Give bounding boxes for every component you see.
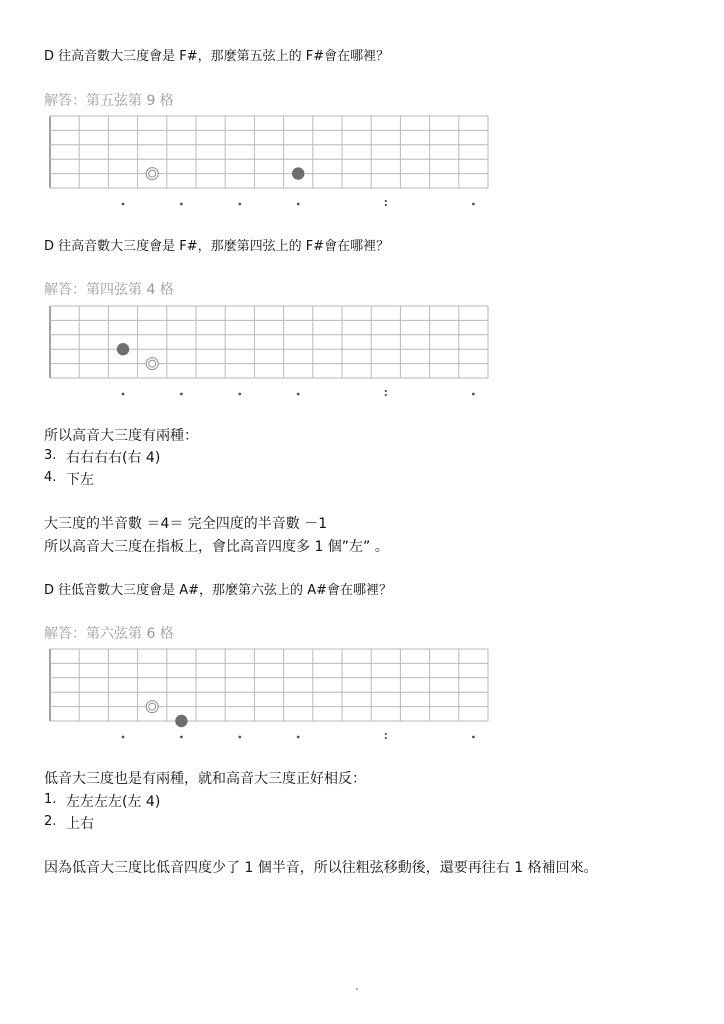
fret-marker-dot (122, 736, 125, 739)
fret-marker-dot (385, 737, 387, 739)
low-item-2-num: 2. (44, 814, 57, 829)
high-third-conclusion: 所以高音大三度在指板上，會比高音四度多 1 個”左” 。 (44, 539, 389, 555)
fret-marker-dot (122, 203, 125, 206)
high-item-1-num: 3. (44, 448, 57, 463)
root-note-outer-ring (146, 701, 158, 713)
fret-marker-dot (238, 393, 241, 396)
fret-marker-dot (297, 393, 300, 396)
low-item-1-num: 1. (44, 792, 57, 807)
target-note-dot (292, 167, 304, 179)
fret-marker-dot (385, 390, 387, 392)
fretboard-2 (46, 304, 492, 400)
fret-marker-dot (472, 736, 475, 739)
fretboard-3 (46, 647, 492, 743)
target-note-dot (117, 343, 129, 355)
fret-marker-dot (385, 204, 387, 206)
answer-2: 解答：第四弦第 4 格 (44, 282, 174, 298)
fret-marker-dot (180, 736, 183, 739)
question-1: D 往高音數大三度會是 F#，那麼第五弦上的 F#會在哪裡？ (44, 49, 390, 64)
answer-1: 解答：第五弦第 9 格 (44, 93, 174, 109)
target-note-dot (175, 715, 187, 727)
page-footer-dot (356, 988, 358, 990)
formula-line: 大三度的半音數 ＝4＝ 完全四度的半音數 －1 (44, 516, 328, 532)
fret-marker-dot (122, 393, 125, 396)
question-2: D 往高音數大三度會是 F#，那麼第四弦上的 F#會在哪裡？ (44, 239, 390, 254)
high-third-intro: 所以高音大三度有兩種： (44, 428, 198, 444)
question-3: D 往低音數大三度會是 A#，那麼第六弦上的 A#會在哪裡？ (44, 583, 392, 598)
low-third-conclusion: 因為低音大三度比低音四度少了 1 個半音，所以往粗弦移動後，還要再往右 1 格補回來。 (44, 860, 598, 876)
high-item-2-text: 下左 (66, 472, 94, 488)
fret-marker-dot (385, 733, 387, 735)
fret-marker-dot (238, 203, 241, 206)
answer-3: 解答：第六弦第 6 格 (44, 626, 174, 642)
root-note-outer-ring (146, 358, 158, 370)
fret-marker-dot (385, 200, 387, 202)
root-note-outer-ring (146, 168, 158, 180)
fret-marker-dot (180, 203, 183, 206)
fret-marker-dot (297, 736, 300, 739)
high-item-1-text: 右右右右(右 4) (66, 450, 161, 466)
fret-marker-dot (472, 203, 475, 206)
fret-marker-dot (180, 393, 183, 396)
fret-marker-dot (238, 736, 241, 739)
fret-marker-dot (472, 393, 475, 396)
fretboard-1 (46, 114, 492, 210)
high-item-2-num: 4. (44, 470, 57, 485)
fret-marker-dot (385, 394, 387, 396)
low-item-2-text: 上右 (66, 816, 94, 832)
low-third-intro: 低音大三度也是有兩種，就和高音大三度正好相反： (44, 771, 366, 787)
low-item-1-text: 左左左左(左 4) (66, 794, 161, 810)
fret-marker-dot (297, 203, 300, 206)
